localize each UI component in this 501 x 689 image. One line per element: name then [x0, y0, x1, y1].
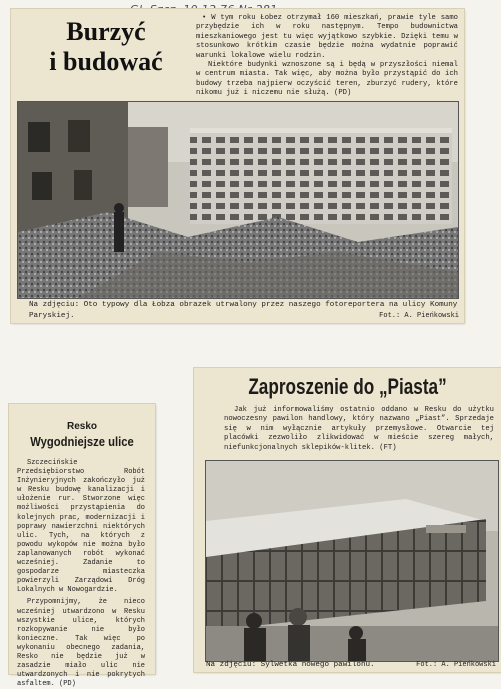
caption-text: Na zdjęciu: Oto typowy dla Łobza obrazek utrwalony przez naszego fotoreportera na ulicy Komuny Paryskiej. — [29, 301, 458, 320]
article-headline: Zaproszenie do „Piasta” — [248, 374, 447, 399]
article-location: Resko — [66, 421, 97, 432]
photo-credit: Fot.: A. Pieńkowski — [416, 661, 496, 669]
clipping-burzyc-i-budowac — [11, 9, 464, 323]
article-paragraph: • W tym roku Łobez otrzymał 160 mieszkań, prawie tyle samo przybędzie ich w roku następnym. Tempo budownictwa mieszkaniowego jest tu więc wyjątkowo szybkie. Dzięki temu w stosunkowo krótkim czasie będzie można wydatnie poprawić warunki lokalowe wielu rodzin. — [196, 14, 458, 60]
photo-caption — [206, 660, 496, 671]
clipping-zaproszenie-do-piasta — [194, 368, 501, 672]
demolition-photo — [17, 101, 459, 299]
headline-line-1: Burzyć — [66, 17, 146, 46]
article-paragraph: Przypomnijmy, że nieco wcześniej utwardzono w Resku wszystkie ulice, których rozkopywanie nie było konieczne. Tak więc po wykonaniu obecnego zadania, Resko nie będzie już w zasadzie miało ulic nie utwardzonych i nie pokrytych asfaltem. (PD) — [17, 598, 145, 689]
article-body — [224, 406, 494, 453]
caption-text: Na zdjęciu: Sylwetka nowego pawilonu. — [206, 661, 375, 669]
clipping-wygodniejsze-ulice — [9, 404, 155, 689]
photo-caption — [29, 300, 459, 322]
article-headline: Wygodniejsze ulice — [30, 435, 134, 449]
article-headline — [31, 17, 181, 77]
article-body — [196, 14, 458, 99]
article-paragraph: Jak już informowaliśmy ostatnio oddano w Resku do użytku nowoczesny pawilon handlowy, który nazwano „Piast”. Sprzedaje się w nim wyłącznie artykuły przemysłowe. Otwarcie tej placówki zezwoliło zlikwidować w mieście szereg małych, niefunkcjonalnych sklepików-klitek. (FT) — [224, 406, 494, 452]
article-paragraph: Niektóre budynki wznoszone są i będą w przyszłości niemal w centrum miasta. Tak więc, aby można było przystąpić do ich budowy trzeba najpierw oczyścić teren, zburzyć rudery, które nikomu już i niczemu nie służą. (PD) — [196, 61, 458, 98]
photo-credit: Fot.: A. Pieńkowski — [379, 312, 459, 320]
article-body — [17, 459, 145, 689]
headline-line-2: i budować — [49, 47, 163, 76]
pavilion-photo — [205, 460, 499, 662]
article-paragraph: Szczecińskie Przedsiębiorstwo Robót Inżynieryjnych zakończyło już w Resku budowę kanalizacji i ułożenie rur. Stworzone więc możliwości przystąpienia do kolejnych prac, modernizacji i poprawy nawierzchni niektórych ulic. Tych, na których z powodu wykopów nie można było zaplanowanych robót wykonać wcześniej. Zadanie to gospodarze miasteczka powierzyli Zarządowi Dróg Lokalnych w Nowogardzie. — [17, 459, 145, 595]
